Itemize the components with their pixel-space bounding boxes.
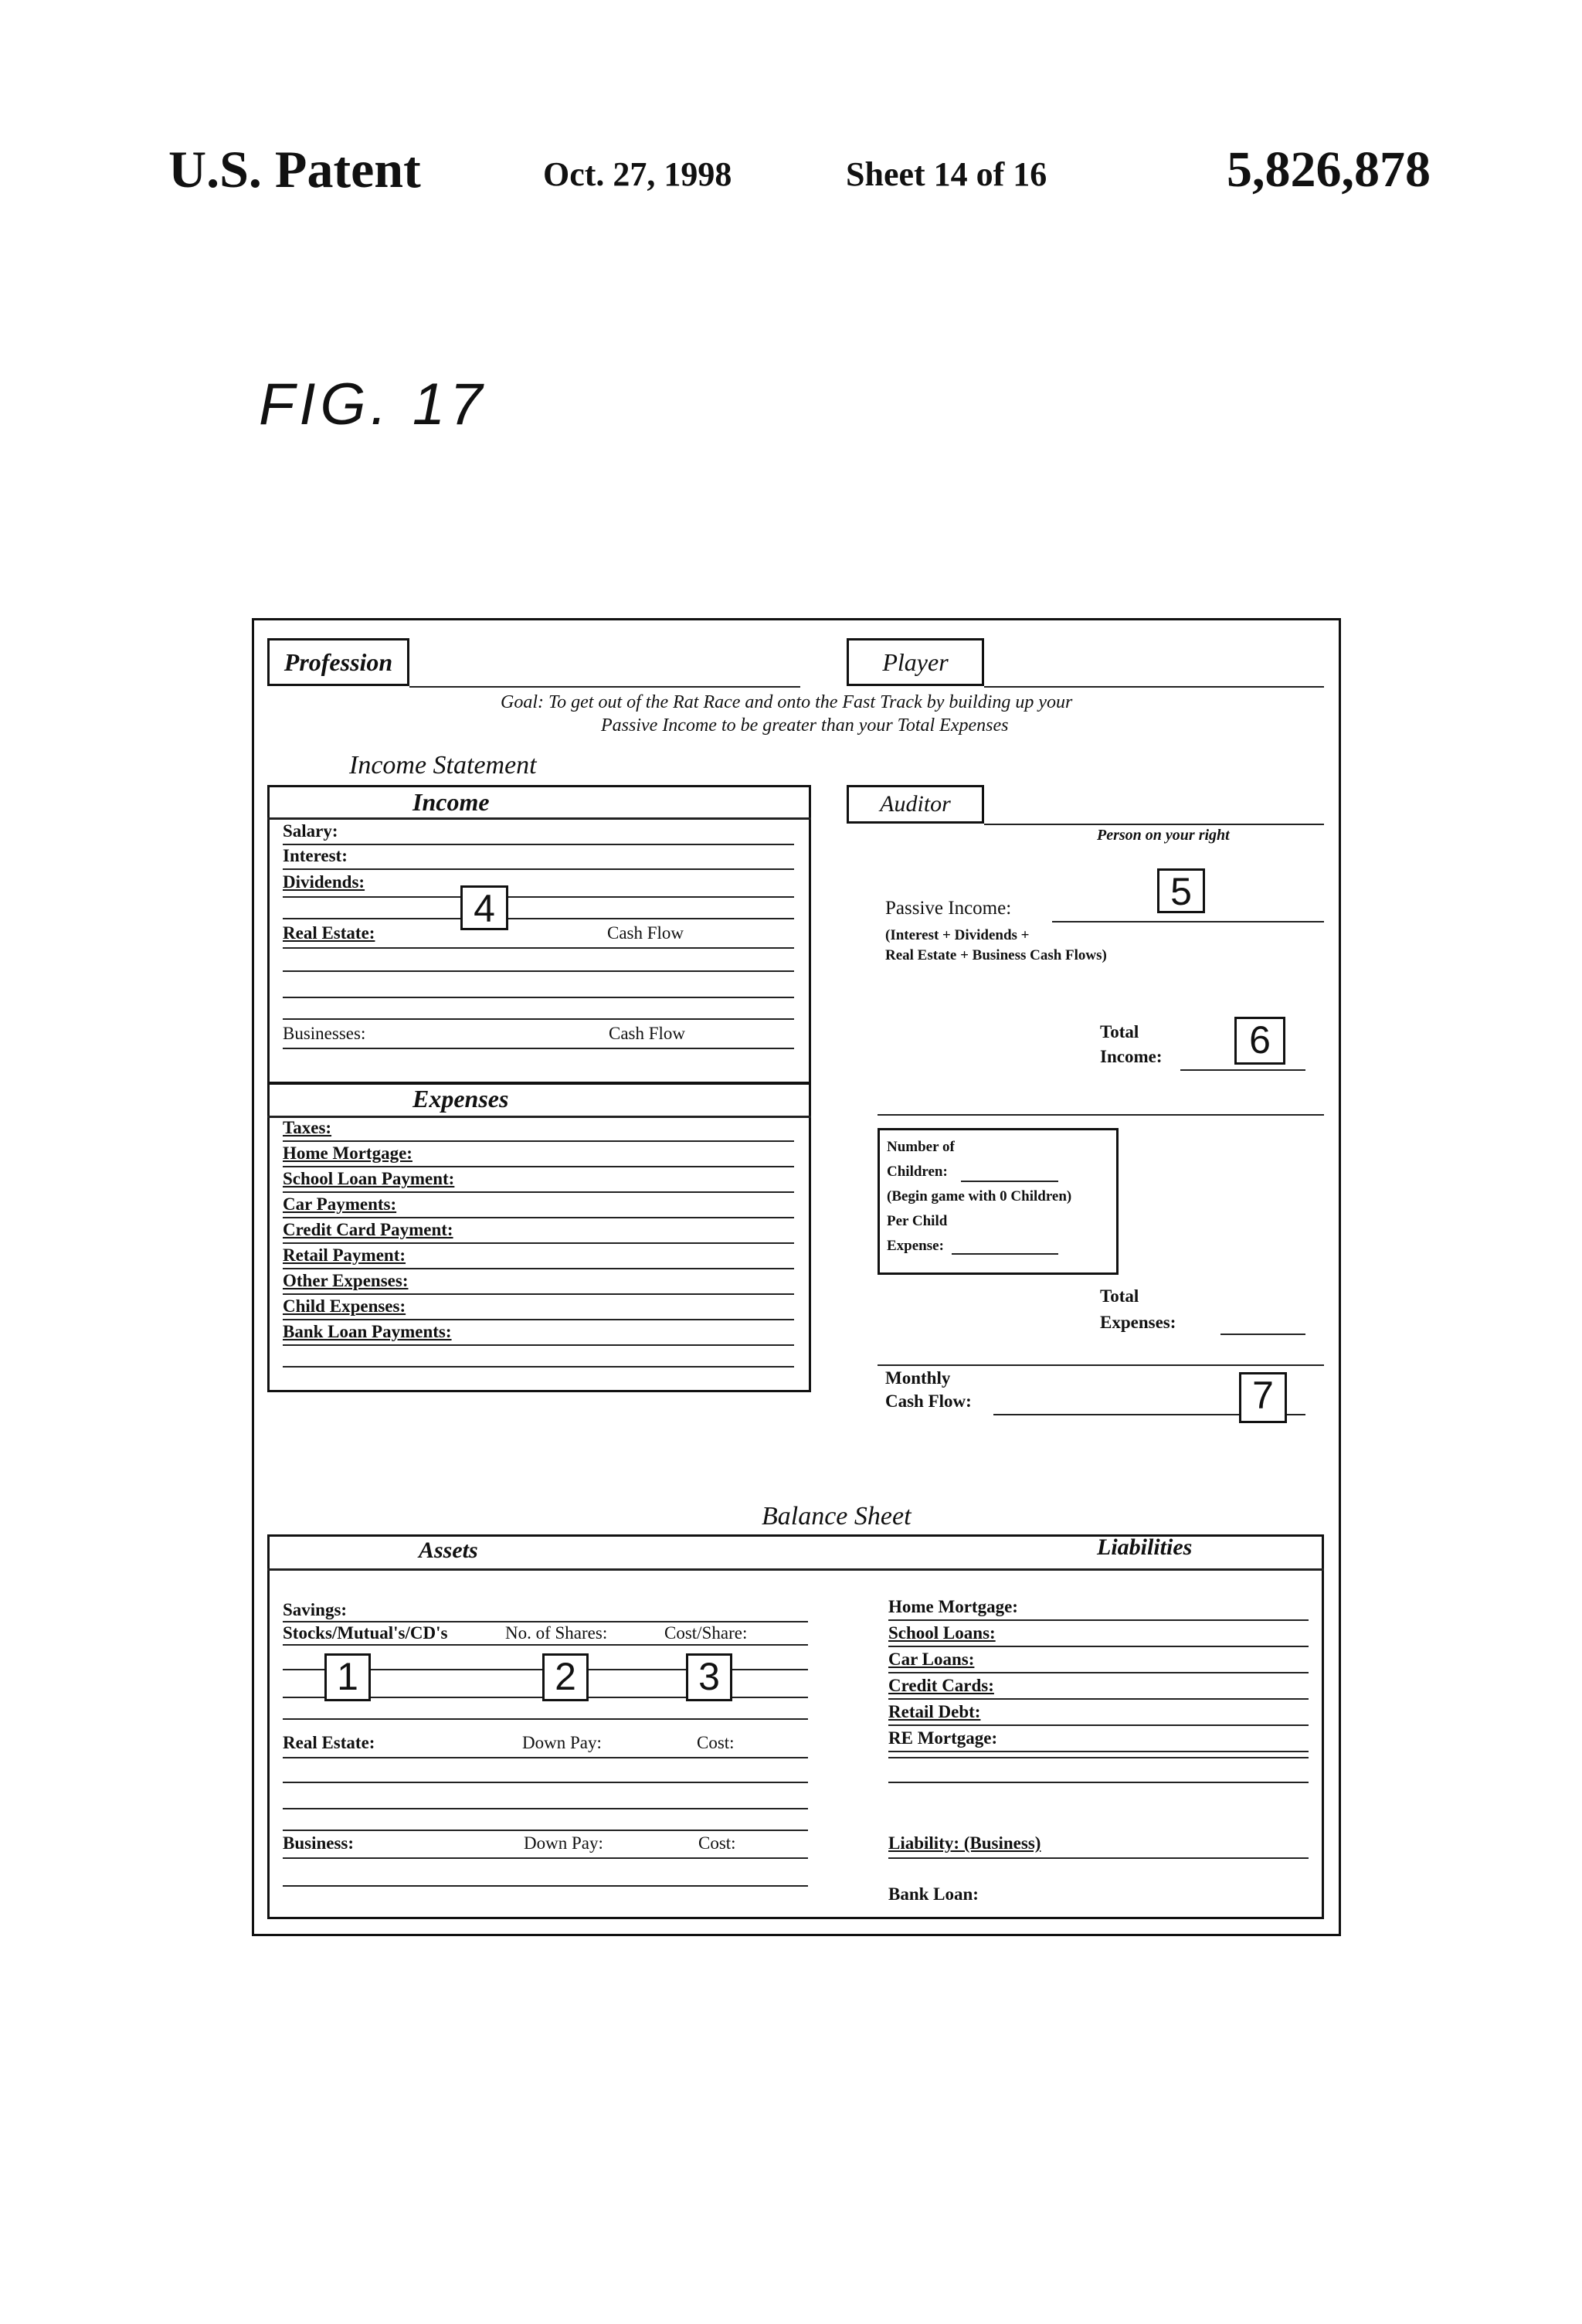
passive-income-label: Passive Income: [885, 898, 1012, 919]
asset-business-line [283, 1857, 808, 1859]
callout-3: 3 [686, 1653, 732, 1701]
down-pay-label-1: Down Pay: [522, 1733, 602, 1752]
monthly-divider [878, 1364, 1324, 1366]
passive-note-2: Real Estate + Business Cash Flows) [885, 947, 1107, 963]
real-estate-line [283, 947, 794, 949]
profession-box [267, 638, 409, 686]
expense-item-label: Retail Payment: [283, 1245, 406, 1265]
liability-business-line [888, 1857, 1309, 1859]
goal-line-2: Passive Income to be greater than your Total Expenses [601, 715, 1009, 736]
stocks-line-4 [283, 1718, 808, 1720]
expense-item-label: Credit Card Payment: [283, 1220, 453, 1239]
income-statement-title: Income Statement [349, 751, 537, 780]
dividends-line-2 [283, 918, 794, 919]
liability-business-label: Liability: (Business) [888, 1833, 1041, 1853]
expenses-header-rule [267, 1116, 811, 1118]
expense-item-line [283, 1166, 794, 1167]
children-text: (Begin game with 0 Children) [887, 1188, 1072, 1204]
stocks-label: Stocks/Mutual's/CD's [283, 1623, 448, 1643]
asset-re-line [283, 1757, 808, 1758]
liability-item-label: Retail Debt: [888, 1702, 981, 1721]
figure-label: FIG. 17 [259, 372, 487, 437]
player-label: Player [882, 648, 949, 676]
child-expense-line [952, 1253, 1058, 1255]
down-pay-label-2: Down Pay: [524, 1833, 603, 1853]
expense-item-label: Child Expenses: [283, 1296, 406, 1316]
total-expenses-line [1220, 1334, 1305, 1335]
bank-loan-label: Bank Loan: [888, 1884, 979, 1904]
liab-line-extra-1 [888, 1757, 1309, 1758]
businesses-label: Businesses: [283, 1024, 366, 1043]
expense-item-line [283, 1191, 794, 1193]
dividends-line [283, 896, 794, 898]
callout-5: 5 [1157, 868, 1205, 913]
assets-title: Assets [419, 1537, 478, 1563]
patent-date: Oct. 27, 1998 [543, 155, 732, 193]
expense-item-line [283, 1217, 794, 1218]
expenses-title: Expenses [412, 1085, 509, 1113]
liability-item-label: Car Loans: [888, 1650, 975, 1669]
real-estate-line-3 [283, 997, 794, 998]
asset-business-label: Business: [283, 1833, 355, 1853]
monthly-label-1: Monthly [885, 1368, 951, 1388]
liability-item-label: Credit Cards: [888, 1676, 994, 1695]
liability-item-label: RE Mortgage: [888, 1728, 998, 1748]
interest-line [283, 868, 794, 870]
cash-flow-label-1: Cash Flow [607, 923, 684, 943]
balance-header-rule [267, 1568, 1324, 1571]
expense-item-line [283, 1319, 794, 1320]
expense-extra-line [283, 1366, 794, 1368]
expense-item-line [283, 1268, 794, 1269]
income-title: Income [412, 788, 490, 816]
expense-item-label: Bank Loan Payments: [283, 1322, 452, 1341]
liabilities-title: Liabilities [1097, 1534, 1193, 1560]
callout-2: 2 [542, 1653, 589, 1701]
liability-item-label: Home Mortgage: [888, 1597, 1018, 1616]
expense-item-line [283, 1140, 794, 1142]
savings-label: Savings: [283, 1600, 348, 1619]
asset-re-line-3 [283, 1808, 808, 1809]
asset-real-estate-label: Real Estate: [283, 1733, 375, 1752]
auditor-box [847, 785, 984, 824]
auditor-line [984, 824, 1324, 825]
callout-4: 4 [460, 885, 508, 930]
expense-item-line [283, 1293, 794, 1295]
real-estate-line-2 [283, 970, 794, 972]
income-header-rule [267, 817, 811, 820]
liability-item-line [888, 1672, 1309, 1673]
savings-line [283, 1621, 808, 1622]
profession-line [409, 686, 800, 688]
dividends-label: Dividends: [283, 872, 365, 892]
expense-item-line [283, 1344, 794, 1346]
total-income-label-1: Total [1100, 1022, 1139, 1041]
children-text: Expense: [887, 1238, 944, 1254]
patent-sheet: Sheet 14 of 16 [846, 155, 1047, 193]
passive-income-line [1052, 921, 1324, 922]
expense-item-label: School Loan Payment: [283, 1169, 455, 1188]
auditor-sub: Person on your right [1097, 827, 1230, 844]
cash-flow-label-2: Cash Flow [609, 1024, 686, 1043]
monthly-label-2: Cash Flow: [885, 1391, 972, 1411]
balance-sheet-title: Balance Sheet [762, 1502, 912, 1531]
total-expenses-label-1: Total [1100, 1286, 1139, 1306]
salary-label: Salary: [283, 821, 338, 841]
passive-note-1: (Interest + Dividends + [885, 927, 1030, 943]
no-shares-label: No. of Shares: [505, 1623, 608, 1643]
asset-re-line-4 [283, 1830, 808, 1831]
interest-label: Interest: [283, 846, 348, 865]
callout-6: 6 [1234, 1017, 1285, 1065]
children-text: Number of [887, 1139, 955, 1155]
businesses-line [283, 1048, 794, 1049]
children-count-line [961, 1181, 1058, 1182]
children-text: Children: [887, 1164, 948, 1180]
expense-item-label: Other Expenses: [283, 1271, 409, 1290]
total-income-line [1180, 1069, 1305, 1071]
total-expenses-label-2: Expenses: [1100, 1313, 1176, 1332]
asset-re-line-2 [283, 1782, 808, 1783]
real-estate-line-4 [283, 1018, 794, 1020]
player-box [847, 638, 984, 686]
auditor-divider [878, 1114, 1324, 1116]
asset-business-line-2 [283, 1885, 808, 1887]
goal-line-1: Goal: To get out of the Rat Race and onto the Fast Track by building up your [501, 692, 1073, 712]
salary-line [283, 844, 794, 845]
liab-line-extra-2 [888, 1782, 1309, 1783]
player-line [984, 686, 1324, 688]
liability-item-line [888, 1751, 1309, 1752]
callout-7: 7 [1239, 1372, 1287, 1423]
real-estate-label: Real Estate: [283, 923, 375, 943]
liability-item-label: School Loans: [888, 1623, 996, 1643]
auditor-label: Auditor [880, 791, 951, 817]
cost-label-2: Cost: [698, 1833, 736, 1853]
callout-1: 1 [324, 1653, 371, 1701]
profession-label: Profession [283, 648, 393, 676]
stocks-line [283, 1644, 808, 1646]
balance-sheet-box [267, 1534, 1324, 1919]
expense-item-label: Home Mortgage: [283, 1143, 412, 1163]
liability-item-line [888, 1724, 1309, 1726]
expense-item-line [283, 1242, 794, 1244]
patent-label: U.S. Patent [168, 140, 421, 199]
patent-number: 5,826,878 [1227, 141, 1431, 198]
cost-label-1: Cost: [697, 1733, 735, 1752]
children-text: Per Child [887, 1213, 948, 1229]
expense-item-label: Car Payments: [283, 1194, 397, 1214]
expense-item-label: Taxes: [283, 1118, 332, 1137]
liability-item-line [888, 1619, 1309, 1621]
total-income-label-2: Income: [1100, 1047, 1163, 1066]
cost-share-label: Cost/Share: [664, 1623, 748, 1643]
liability-item-line [888, 1646, 1309, 1647]
liability-item-line [888, 1698, 1309, 1700]
